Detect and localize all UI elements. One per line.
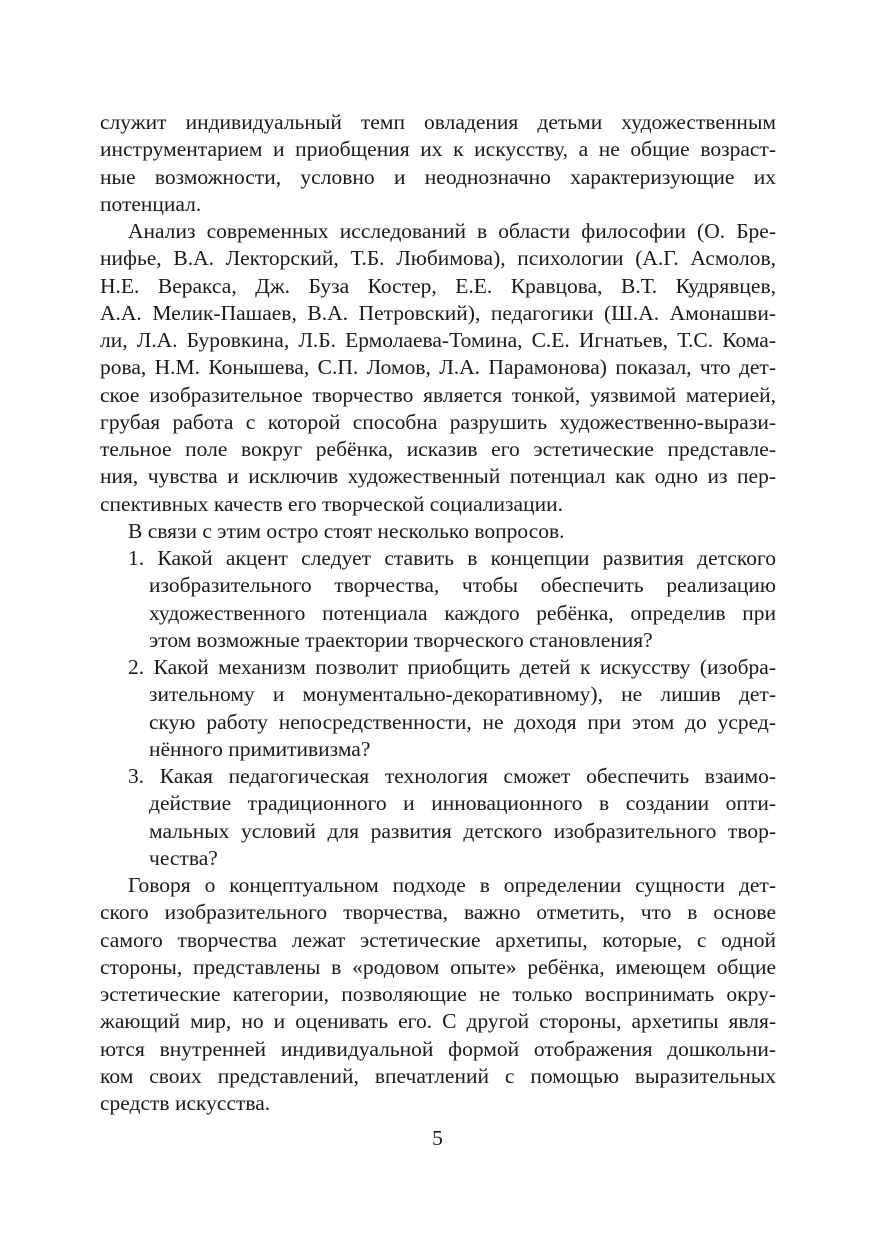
text-line: художественного потенциала каждого ребёнка, определив при bbox=[149, 600, 776, 625]
text-line: рова, Н.М. Конышева, С.П. Ломов, Л.А. Парамонова) показал, что дет- bbox=[100, 355, 776, 380]
text-line: спективных качеств его творческой социализации. bbox=[100, 491, 563, 516]
text-line: Н.Е. Веракса, Дж. Буза Костер, Е.Е. Кравцова, В.Т. Кудрявцев, bbox=[100, 273, 776, 298]
text-line: скую работу непосредственности, не доходя при этом до усред- bbox=[149, 709, 776, 734]
question-list bbox=[100, 545, 776, 872]
text-line: эстетические категории, позволяющие не только воспринимать окру- bbox=[100, 982, 776, 1006]
text-line: 3. Какая педагогическая технология сможет обеспечить взаимо- bbox=[128, 764, 776, 788]
text-line: Говоря о концептуальном подходе в определении сущности дет- bbox=[128, 873, 776, 897]
text-line: ли, Л.А. Буровкина, Л.Б. Ермолаева-Томина, С.Е. Игнатьев, Т.С. Кома- bbox=[100, 328, 776, 352]
text-line: средств искусства. bbox=[100, 1091, 271, 1115]
text-line: Анализ современных исследований в области философии (О. Бре- bbox=[128, 219, 776, 243]
list-item-1 bbox=[100, 545, 776, 654]
text-line: изобразительного творчества, чтобы обеспечить реализацию bbox=[149, 573, 776, 598]
text-line: инструментарием и приобщения их к искусству, а не общие возраст- bbox=[100, 137, 776, 162]
text-line: жающий мир, но и оценивать его. С другой стороны, архетипы явля- bbox=[100, 1009, 776, 1034]
paragraph-1 bbox=[100, 109, 776, 218]
text-line: тельное поле вокруг ребёнка, исказив его эстетические представле- bbox=[100, 437, 776, 461]
text-line: чества? bbox=[149, 845, 218, 870]
list-item-2 bbox=[100, 654, 776, 763]
text-line: В связи с этим остро стоят несколько вопросов. bbox=[128, 518, 565, 543]
page-body bbox=[100, 109, 776, 1117]
text-line: А.А. Мелик-Пашаев, В.А. Петровский), педагогики (Ш.А. Амонашви- bbox=[100, 300, 776, 325]
text-line: ского изобразительного творчества, важно отметить, что в основе bbox=[100, 900, 776, 925]
text-line: ское изобразительное творчество является тонкой, уязвимой материей, bbox=[100, 382, 776, 407]
text-line: ются внутренней индивидуальной формой отображения дошкольни- bbox=[100, 1036, 776, 1061]
page-number: 5 bbox=[432, 1126, 443, 1150]
text-line: 1. Какой акцент следует ставить в концепции развития детского bbox=[128, 546, 776, 570]
text-line: нённого примитивизма? bbox=[149, 736, 371, 761]
text-line: служит индивидуальный темп овладения детьми художественным bbox=[100, 110, 776, 134]
text-line: ные возможности, условно и неоднозначно характеризующие их bbox=[100, 164, 776, 189]
text-line: мальных условий для развития детского изобразительного твор- bbox=[149, 818, 776, 843]
text-line: грубая работа с которой способна разрушить художественно-вырази- bbox=[100, 409, 776, 434]
paragraph-4 bbox=[100, 872, 776, 1117]
paragraph-3 bbox=[100, 518, 776, 545]
text-line: этом возможные траектории творческого становления? bbox=[149, 627, 653, 652]
text-line: самого творчества лежат эстетические архетипы, которые, с одной bbox=[100, 927, 776, 952]
text-line: нифье, В.А. Лекторский, Т.Б. Любимова), психологии (А.Г. Асмолов, bbox=[100, 246, 776, 271]
text-line: стороны, представлены в «родовом опыте» ребёнка, имеющем общие bbox=[100, 954, 776, 979]
text-line: зительному и монументально-декоративному), не лишив дет- bbox=[149, 682, 776, 707]
paragraph-2 bbox=[100, 218, 776, 518]
text-line: действие традиционного и инновационного в создании опти- bbox=[149, 791, 776, 816]
text-line: потенциал. bbox=[100, 191, 202, 216]
text-line: 2. Какой механизм позволит приобщить детей к искусству (изобра- bbox=[128, 655, 776, 679]
text-line: ком своих представлений, впечатлений с помощью выразительных bbox=[100, 1063, 776, 1088]
text-line: ния, чувства и исключив художественный потенциал как одно из пер- bbox=[100, 464, 776, 489]
list-item-3 bbox=[100, 763, 776, 872]
